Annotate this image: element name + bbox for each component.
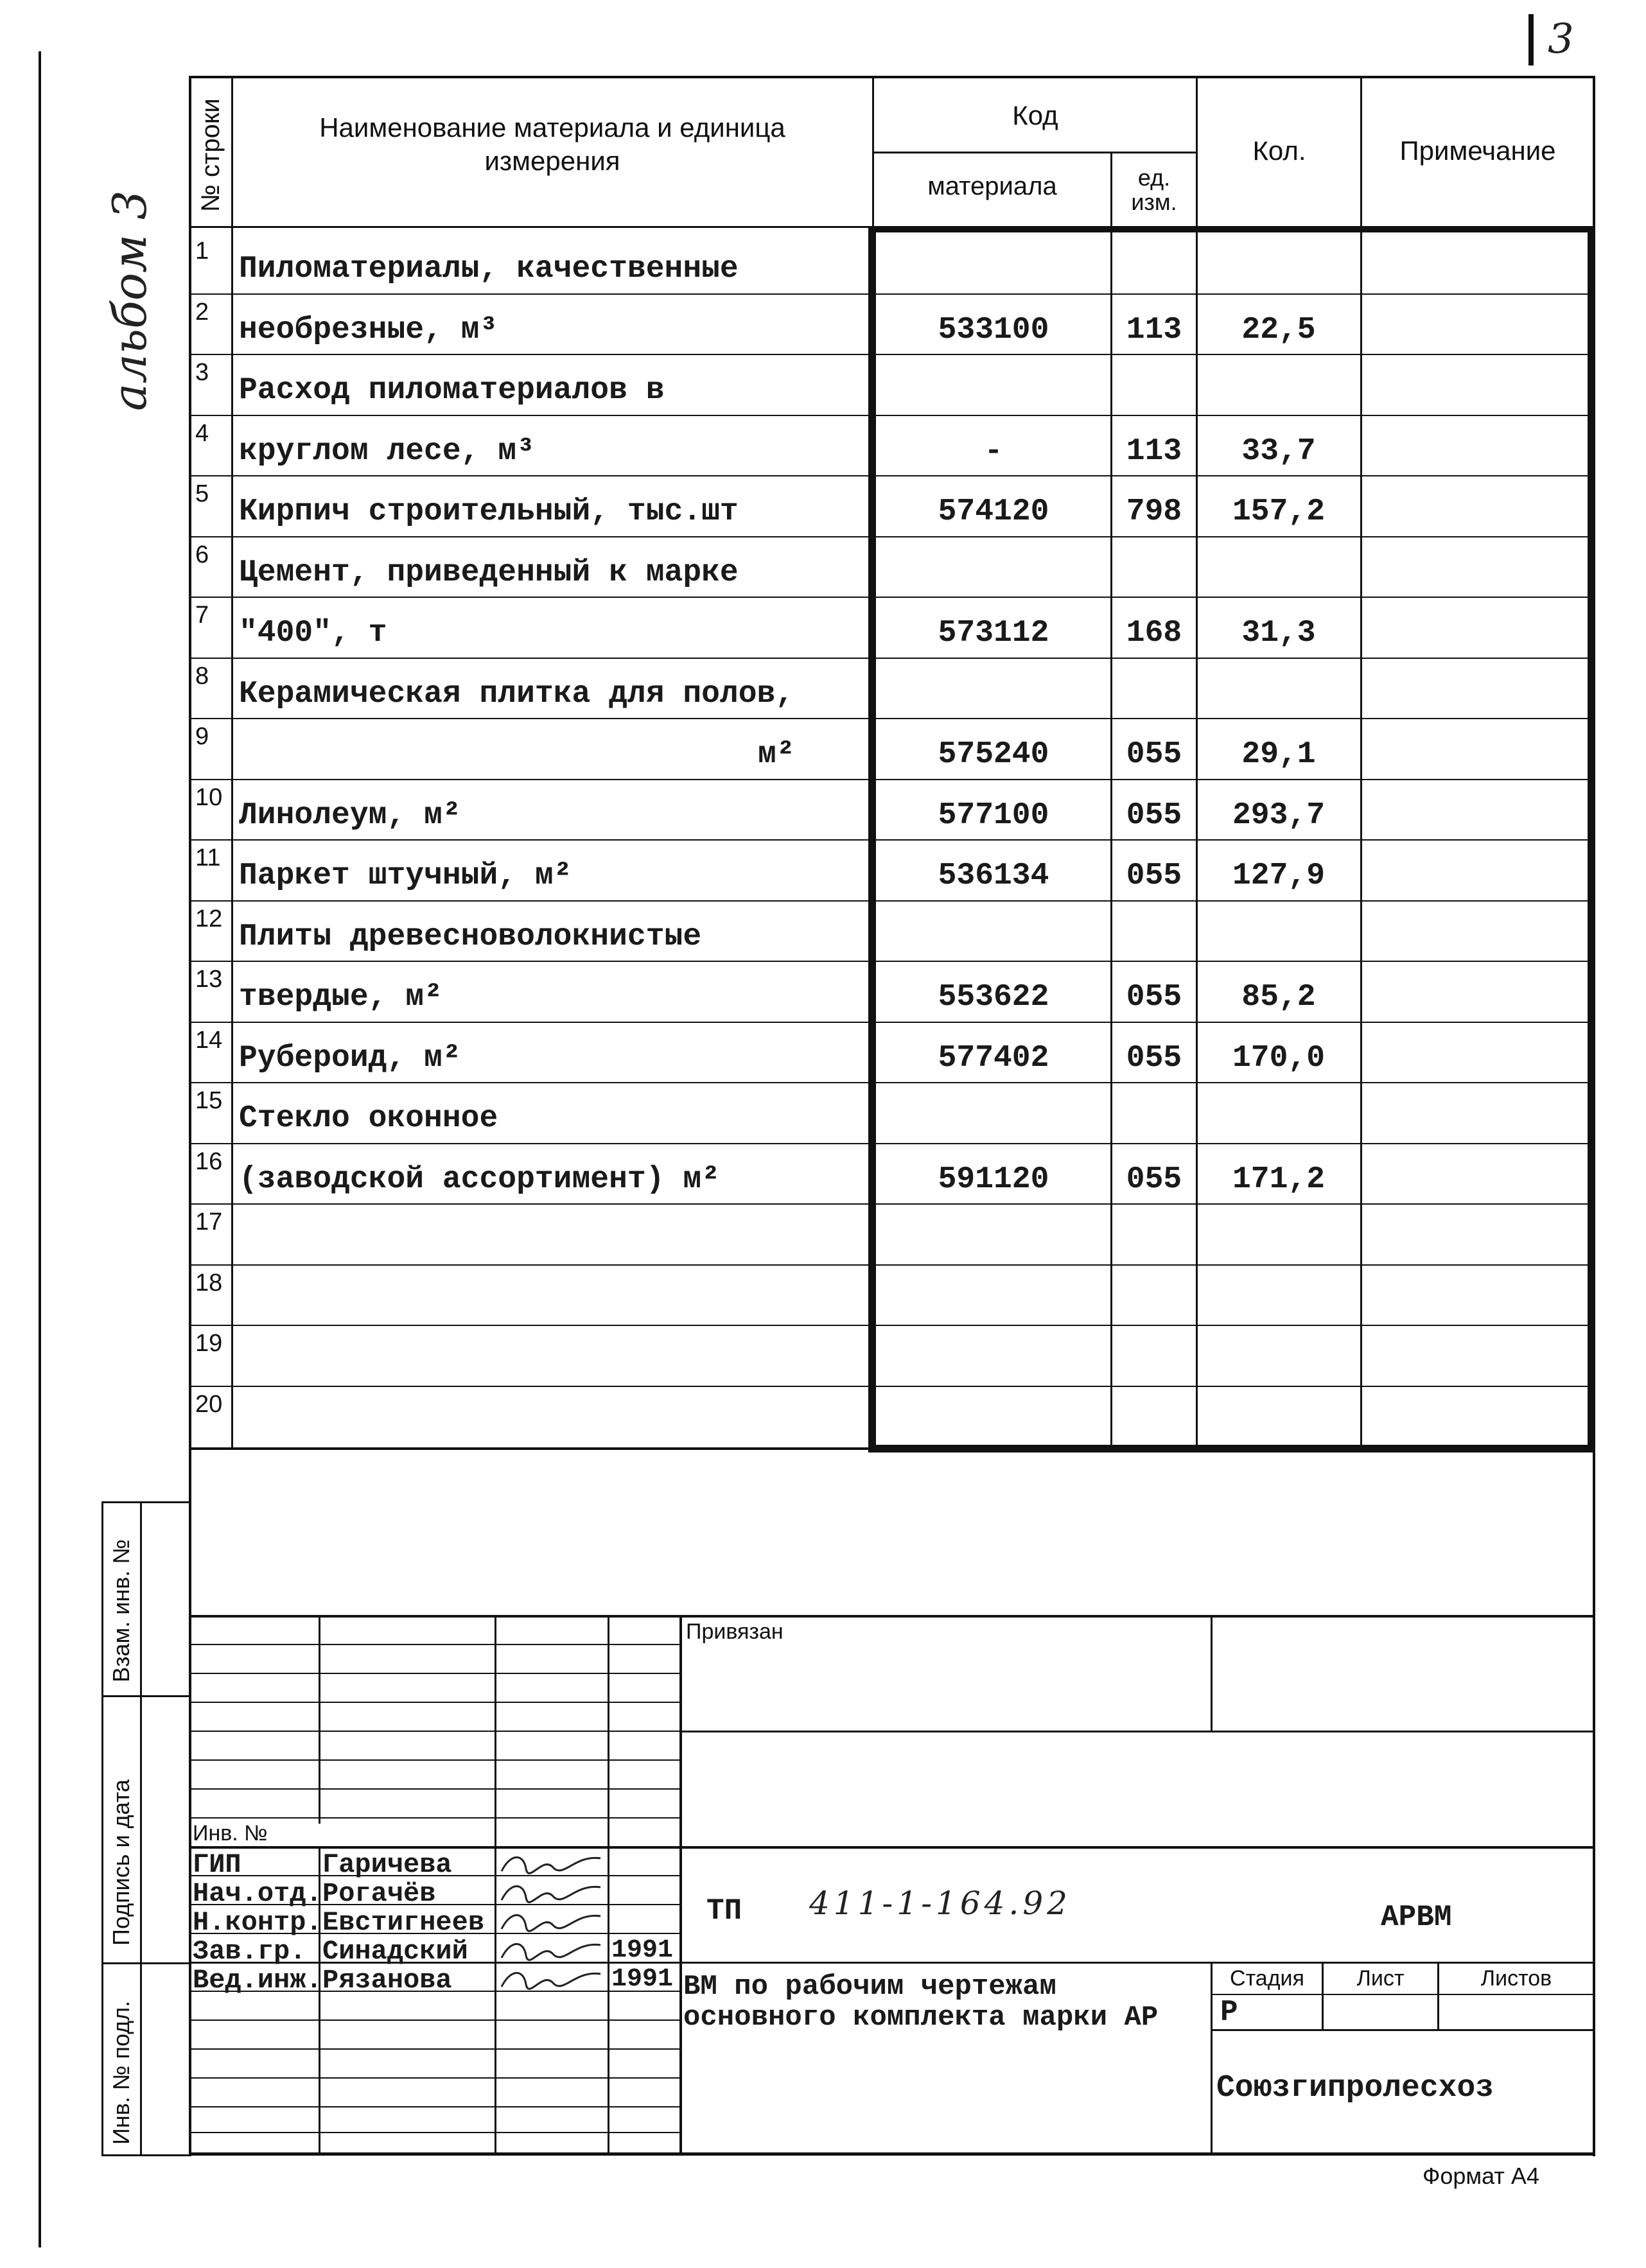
row-quantity: 33,7 — [1241, 434, 1316, 469]
row-number: 6 — [195, 541, 209, 568]
row-unit-code — [1113, 247, 1195, 292]
col-line-num — [231, 76, 233, 1450]
doc-title: ВМ по рабочим чертежам основного комплекта марки АР — [683, 1971, 1159, 2034]
sig-row-line — [189, 1673, 680, 1674]
sig-col-line — [319, 1615, 320, 1824]
stamp-div-2 — [101, 1962, 191, 1964]
row-quantity — [1198, 550, 1359, 595]
code-split-line — [872, 152, 1198, 153]
row-number: 11 — [195, 844, 221, 871]
row-material-name: Цемент, приведенный к марке — [239, 555, 739, 590]
tb-top — [189, 1615, 1595, 1618]
row-unit-code — [1113, 550, 1195, 595]
stage-row-line — [1211, 1994, 1595, 1995]
sig-row-line — [189, 1731, 680, 1732]
role-person: Рязанова — [322, 1965, 452, 1996]
row-separator — [191, 354, 1591, 355]
tb-left — [189, 1450, 191, 2156]
privyazan-divider — [1211, 1615, 1213, 1731]
row-number: 8 — [195, 663, 209, 690]
row-number: 16 — [195, 1148, 223, 1175]
row-separator — [191, 779, 1591, 780]
row-separator — [191, 475, 1591, 476]
row-quantity: 293,7 — [1232, 798, 1326, 833]
row-unit-code: 055 — [1126, 1162, 1182, 1197]
row-material-code: 573112 — [938, 616, 1049, 650]
row-separator — [191, 1082, 1591, 1083]
role-title: Н.контр. — [193, 1907, 322, 1938]
sheet-number: 3 — [1548, 15, 1574, 63]
row-unit-code: 055 — [1126, 859, 1182, 893]
row-material-code — [877, 247, 1110, 292]
row-unit-code — [1113, 1217, 1195, 1262]
header-note: Примечание — [1399, 135, 1556, 166]
row-number: 13 — [195, 966, 223, 993]
stamp-bottom — [101, 2154, 191, 2156]
role-person: Рогачёв — [322, 1878, 436, 1909]
row-separator — [191, 1203, 1591, 1205]
table-bottom-border — [189, 1447, 871, 1450]
row-number: 2 — [195, 299, 209, 326]
signature-mark — [498, 1907, 607, 1935]
row-material-code: 574120 — [938, 494, 1049, 529]
role-date: 1991 — [611, 1936, 674, 1965]
row-number: 20 — [195, 1391, 223, 1418]
row-separator — [191, 1386, 1591, 1387]
row-material-code: 577100 — [938, 798, 1049, 833]
row-material-code: 553622 — [938, 980, 1049, 1015]
bold-frame-top — [868, 226, 1595, 232]
row-material-code — [877, 368, 1110, 413]
row-quantity — [1198, 914, 1359, 959]
stage-value: Р — [1220, 1996, 1238, 2029]
row-number: 17 — [195, 1208, 223, 1235]
row-material-name: Кирпич строительный, тыс.шт — [239, 494, 739, 529]
sig-row-line — [189, 1702, 680, 1703]
stamp-div-1 — [101, 1695, 191, 1697]
role-title: Зав.гр. — [193, 1936, 306, 1967]
signature-mark — [498, 1878, 607, 1906]
row-number: 7 — [195, 602, 209, 629]
tb-main-divider — [679, 1615, 682, 2154]
header-code-unit: ед. изм. — [1131, 164, 1177, 215]
row-quantity: 85,2 — [1241, 980, 1316, 1015]
row-material-name: Плиты древесноволокнистые — [239, 920, 702, 954]
row-number: 18 — [195, 1269, 223, 1296]
row-quantity — [1198, 247, 1359, 292]
row-material-code — [877, 550, 1110, 595]
row-unit-code: 798 — [1126, 494, 1182, 529]
row-material-name: м² — [758, 737, 795, 772]
tb-mid-line — [189, 1846, 1595, 1849]
row-quantity: 157,2 — [1232, 494, 1326, 529]
stage-row-line2 — [1211, 2029, 1595, 2031]
stamp-inv-podl: Инв. № подл. — [108, 2000, 134, 2145]
row-number: 14 — [195, 1027, 223, 1054]
row-material-name: твердые, м² — [239, 980, 442, 1015]
sig-col-line — [608, 1615, 609, 2154]
row-material-code: 533100 — [938, 313, 1049, 347]
sig-row-line — [189, 1644, 680, 1645]
row-separator — [191, 718, 1591, 719]
row-number: 12 — [195, 905, 223, 932]
row-unit-code — [1113, 914, 1195, 959]
role-title: ГИП — [193, 1849, 241, 1880]
row-separator — [191, 658, 1591, 659]
row-material-code — [877, 1096, 1110, 1141]
signature-mark — [498, 1849, 607, 1878]
row-material-code: 577402 — [938, 1041, 1049, 1076]
row-number: 10 — [195, 784, 223, 811]
role-person: Синадский — [322, 1936, 468, 1967]
row-material-name: Пиломатериалы, качественные — [239, 252, 739, 286]
inv-no-label: Инв. № — [193, 1821, 268, 1845]
row-material-code — [877, 1217, 1110, 1262]
row-quantity: 127,9 — [1232, 859, 1326, 893]
header-qty: Кол. — [1252, 135, 1306, 166]
sig-col-line — [495, 1615, 496, 2154]
sig-row-line — [189, 2132, 680, 2133]
row-unit-code — [1113, 1339, 1195, 1384]
row-material-name: Расход пиломатериалов в — [239, 373, 665, 408]
row-unit-code — [1113, 368, 1195, 413]
row-unit-code: 113 — [1126, 434, 1182, 469]
organization: Союзгипролесхоз — [1216, 2071, 1494, 2106]
row-unit-code: 055 — [1126, 980, 1182, 1015]
row-quantity — [1198, 1278, 1359, 1323]
row-material-code — [877, 914, 1110, 959]
row-separator — [191, 1264, 1591, 1266]
row-quantity: 22,5 — [1241, 313, 1316, 347]
format-label: Формат А4 — [1423, 2163, 1539, 2189]
row-unit-code — [1113, 1278, 1195, 1323]
row-unit-code: 168 — [1126, 616, 1182, 650]
row-quantity — [1198, 1096, 1359, 1141]
row-material-name: Керамическая плитка для полов, — [239, 677, 794, 711]
margin-handwriting: альбом 3 — [103, 190, 157, 411]
row-quantity — [1198, 672, 1359, 717]
role-person: Евстигнеев — [322, 1907, 485, 1938]
row-number: 15 — [195, 1087, 223, 1114]
col-line-unit — [1110, 226, 1112, 1450]
sig-row-line — [189, 1788, 680, 1790]
col-line-qty — [1196, 226, 1198, 1450]
signature-mark — [498, 1936, 607, 1964]
row-separator — [191, 1325, 1591, 1326]
row-quantity — [1198, 368, 1359, 413]
sig-row-line — [189, 1759, 680, 1761]
row-unit-code: 113 — [1126, 313, 1182, 347]
row-material-code — [877, 1339, 1110, 1384]
row-material-name: Стекло оконное — [239, 1101, 498, 1136]
row-number: 4 — [195, 420, 209, 447]
role-date: 1991 — [611, 1965, 674, 1994]
row-material-code — [877, 1278, 1110, 1323]
row-number: 9 — [195, 723, 209, 750]
row-quantity: 170,0 — [1232, 1041, 1326, 1076]
row-quantity — [1198, 1339, 1359, 1384]
row-material-name: Линолеум, м² — [239, 798, 461, 833]
sig-row-line — [189, 2106, 680, 2107]
sheets-label: Листов — [1480, 1966, 1552, 1991]
row-quantity: 171,2 — [1232, 1162, 1326, 1197]
row-separator — [191, 415, 1591, 416]
table-top-border — [189, 76, 1595, 78]
row-material-code: - — [984, 434, 1003, 469]
row-quantity: 31,3 — [1241, 616, 1316, 650]
row-separator — [191, 1143, 1591, 1144]
bold-frame-bottom — [868, 1445, 1595, 1452]
row-unit-code: 055 — [1126, 737, 1182, 772]
signature-mark — [498, 1965, 607, 1993]
header-code: Код — [1012, 100, 1058, 130]
row-material-code: 575240 — [938, 737, 1049, 772]
sig-row-line — [189, 2077, 680, 2079]
stamp-inner-line — [140, 1501, 142, 2156]
stamp-outer-left — [101, 1501, 103, 2156]
row-number: 3 — [195, 359, 209, 386]
col-line-note — [1360, 76, 1362, 1450]
row-material-name: круглом лесе, м³ — [239, 434, 535, 469]
row-separator — [191, 293, 1591, 295]
role-title: Вед.инж. — [193, 1965, 322, 1996]
row-number: 19 — [195, 1330, 223, 1357]
row-separator — [191, 961, 1591, 962]
stamp-vzam: Взам. инв. № — [108, 1539, 134, 1682]
stamp-top — [101, 1501, 191, 1503]
header-code-material: материала — [927, 171, 1057, 200]
row-number: 5 — [195, 480, 209, 507]
privyazan-label: Привязан — [686, 1619, 784, 1644]
row-separator — [191, 1022, 1591, 1023]
role-title: Нач.отд. — [193, 1878, 322, 1909]
row-material-code: 591120 — [938, 1162, 1049, 1197]
row-quantity: 29,1 — [1241, 737, 1316, 772]
row-material-code: 536134 — [938, 859, 1049, 893]
row-material-code — [877, 1400, 1110, 1445]
row-separator — [191, 536, 1591, 537]
row-quantity — [1198, 1400, 1359, 1445]
bold-frame-right — [1588, 226, 1595, 1450]
table-left-border — [189, 76, 191, 1450]
binding-line — [39, 51, 41, 2247]
stage-label: Стадия — [1230, 1966, 1304, 1991]
sheet-number-mark — [1528, 14, 1534, 65]
row-material-name: Рубероид, м² — [239, 1041, 461, 1076]
row-separator — [191, 839, 1591, 841]
header-row-no: № строки — [197, 98, 225, 212]
row-unit-code: 055 — [1126, 1041, 1182, 1076]
sheet-label: Лист — [1356, 1966, 1405, 1991]
tb-bottom — [189, 2152, 1595, 2156]
doc-mark: АРВМ — [1381, 1901, 1452, 1934]
privyazan-bottom — [681, 1731, 1595, 1732]
sig-row-line — [189, 2019, 680, 2021]
row-unit-code — [1113, 1096, 1195, 1141]
sig-row-line — [189, 2048, 680, 2050]
stamp-podpis: Подпись и дата — [108, 1779, 134, 1946]
row-number: 1 — [195, 238, 209, 265]
row-material-name: (заводской ассортимент) м² — [239, 1162, 720, 1197]
header-name: Наименование материала и единица измерения — [319, 112, 785, 176]
row-material-code — [877, 672, 1110, 717]
row-separator — [191, 597, 1591, 598]
row-separator — [191, 900, 1591, 902]
row-material-name: необрезные, м³ — [239, 313, 498, 347]
sig-row-line — [189, 1817, 680, 1819]
row-material-name: Паркет штучный, м² — [239, 859, 572, 893]
bold-frame-left — [868, 226, 876, 1450]
row-quantity — [1198, 1217, 1359, 1262]
row-material-name: "400", т — [239, 616, 387, 650]
row-unit-code: 055 — [1126, 798, 1182, 833]
row-unit-code — [1113, 1400, 1195, 1445]
row-unit-code — [1113, 672, 1195, 717]
doc-code: ТП — [706, 1894, 742, 1928]
role-person: Гаричева — [322, 1849, 452, 1880]
doc-number: 411-1-164.92 — [809, 1885, 1071, 1922]
